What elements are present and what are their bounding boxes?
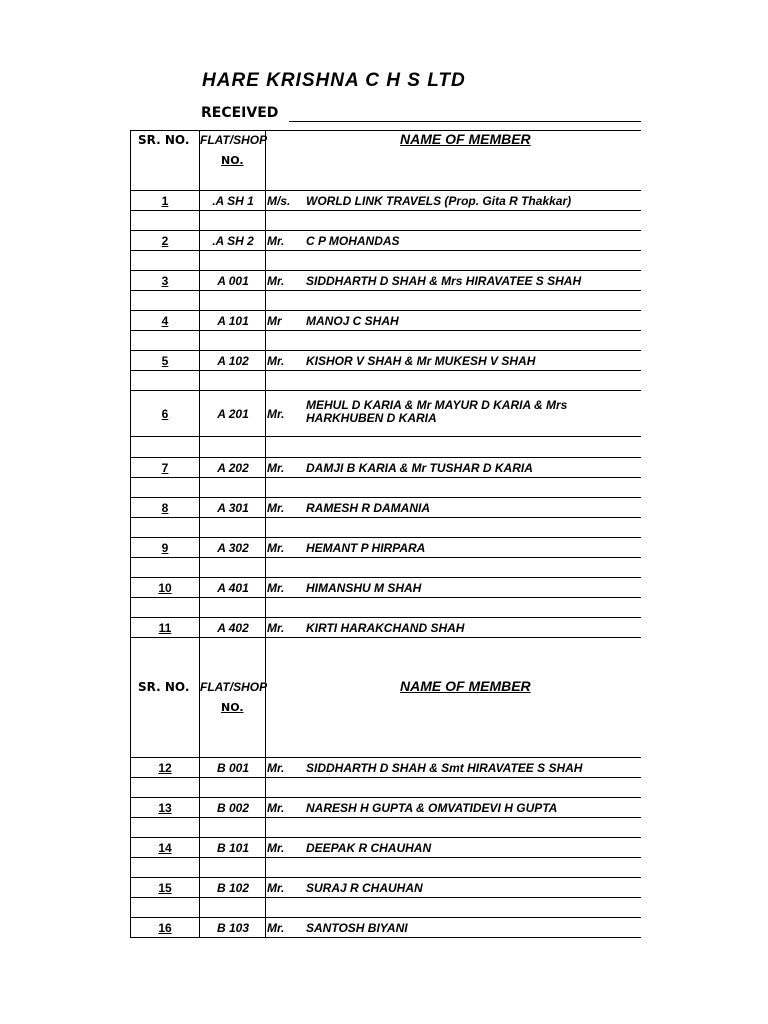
member-flat-no: B 001	[216, 761, 250, 775]
member-sr-no: 16	[158, 921, 172, 935]
member-sr-no: 1	[161, 194, 169, 208]
row-border	[130, 310, 641, 311]
row-border	[130, 617, 641, 618]
member-flat-no: A 301	[217, 501, 249, 515]
member-title: Mr.	[267, 501, 285, 515]
header-flat-shop: FLAT/SHOP	[200, 133, 268, 147]
member-name: SANTOSH BIYANI	[306, 921, 408, 935]
member-title: Mr.	[267, 881, 285, 895]
member-title: Mr.	[267, 921, 285, 935]
member-sr-no: 14	[158, 841, 172, 855]
member-title: Mr.	[267, 761, 285, 775]
member-title: Mr.	[267, 274, 285, 288]
row-border	[130, 757, 641, 758]
member-name: KIRTI HARAKCHAND SHAH	[306, 621, 465, 635]
member-name: MANOJ C SHAH	[306, 314, 399, 328]
member-register-table	[130, 0, 641, 1024]
header-sr-no: SR. NO.	[138, 680, 190, 694]
member-name: KISHOR V SHAH & Mr MUKESH V SHAH	[306, 354, 536, 368]
member-sr-no: 13	[158, 801, 172, 815]
member-sr-no: 10	[158, 581, 172, 595]
member-name: C P MOHANDAS	[306, 234, 400, 248]
member-flat-no: .A SH 1	[212, 194, 254, 208]
row-spacer-line	[130, 897, 641, 898]
row-spacer-line	[130, 250, 641, 251]
member-title: Mr.	[267, 354, 285, 368]
member-sr-no: 5	[161, 354, 169, 368]
member-sr-no: 15	[158, 881, 172, 895]
member-name: DEEPAK R CHAUHAN	[306, 841, 432, 855]
member-flat-no: B 103	[216, 921, 250, 935]
table-top-border	[130, 130, 641, 131]
member-sr-no: 6	[161, 407, 169, 421]
member-title: M/s.	[267, 194, 291, 208]
row-border	[130, 837, 641, 838]
column-divider	[130, 130, 131, 938]
member-flat-no: A 302	[217, 541, 249, 555]
row-border	[130, 230, 641, 231]
member-name: RAMESH R DAMANIA	[306, 501, 430, 515]
member-name: SIDDHARTH D SHAH & Smt HIRAVATEE S SHAH	[306, 761, 583, 775]
row-border	[130, 797, 641, 798]
row-border	[130, 577, 641, 578]
member-flat-no: A 402	[217, 621, 249, 635]
header-sr-no: SR. NO.	[138, 133, 190, 147]
member-title: Mr.	[267, 407, 285, 421]
row-spacer-line	[130, 517, 641, 518]
member-name: WORLD LINK TRAVELS (Prop. Gita R Thakkar)	[306, 194, 572, 208]
row-border	[130, 877, 641, 878]
row-border	[130, 350, 641, 351]
member-name: MEHUL D KARIA & Mr MAYUR D KARIA & Mrs HARKHUBEN D KARIA	[306, 398, 568, 425]
header-no: NO.	[221, 154, 244, 167]
member-sr-no: 2	[161, 234, 169, 248]
member-flat-no: A 101	[217, 314, 249, 328]
member-title: Mr.	[267, 461, 285, 475]
member-flat-no: A 001	[217, 274, 249, 288]
member-name: SURAJ R CHAUHAN	[306, 881, 423, 895]
row-spacer-line	[130, 330, 641, 331]
row-spacer-line	[130, 290, 641, 291]
document-title: HARE KRISHNA C H S LTD	[202, 70, 466, 91]
row-spacer-line	[130, 557, 641, 558]
row-spacer-line	[130, 777, 641, 778]
row-spacer-line	[130, 477, 641, 478]
member-title: Mr	[267, 314, 282, 328]
member-name: DAMJI B KARIA & Mr TUSHAR D KARIA	[306, 461, 533, 475]
member-sr-no: 12	[158, 761, 172, 775]
member-sr-no: 8	[161, 501, 169, 515]
member-title: Mr.	[267, 234, 285, 248]
row-spacer-line	[130, 210, 641, 211]
header-name-of-member: NAME OF MEMBER	[400, 678, 531, 694]
received-label: RECEIVED	[201, 105, 279, 121]
row-spacer-line	[130, 436, 641, 437]
member-flat-no: B 101	[216, 841, 250, 855]
member-sr-no: 7	[161, 461, 169, 475]
member-sr-no: 3	[161, 274, 169, 288]
member-flat-no: B 102	[216, 881, 250, 895]
member-sr-no: 4	[161, 314, 169, 328]
member-name: HEMANT P HIRPARA	[306, 541, 426, 555]
member-flat-no: A 102	[217, 354, 249, 368]
member-sr-no: 11	[158, 621, 172, 635]
column-divider	[199, 130, 200, 938]
row-border	[130, 537, 641, 538]
header-flat-shop: FLAT/SHOP	[200, 680, 268, 694]
row-spacer-line	[130, 817, 641, 818]
member-name: HIMANSHU M SHAH	[306, 581, 422, 595]
member-flat-no: A 202	[217, 461, 249, 475]
row-border	[130, 190, 641, 191]
member-title: Mr.	[267, 841, 285, 855]
member-name: NARESH H GUPTA & OMVATIDEVI H GUPTA	[306, 801, 558, 815]
member-title: Mr.	[267, 541, 285, 555]
member-title: Mr.	[267, 581, 285, 595]
row-border	[130, 497, 641, 498]
row-spacer-line	[130, 937, 641, 938]
member-title: Mr.	[267, 621, 285, 635]
row-border	[130, 457, 641, 458]
row-spacer-line	[130, 597, 641, 598]
column-divider	[265, 130, 266, 938]
row-border	[130, 270, 641, 271]
row-border	[130, 917, 641, 918]
header-no: NO.	[221, 701, 244, 714]
row-spacer-line	[130, 370, 641, 371]
member-sr-no: 9	[161, 541, 169, 555]
row-border	[130, 390, 641, 391]
member-flat-no: .A SH 2	[212, 234, 254, 248]
member-flat-no: B 002	[216, 801, 250, 815]
member-name: SIDDHARTH D SHAH & Mrs HIRAVATEE S SHAH	[306, 274, 582, 288]
member-flat-no: A 201	[217, 407, 249, 421]
row-spacer-line	[130, 637, 641, 638]
header-name-of-member: NAME OF MEMBER	[400, 131, 531, 147]
member-title: Mr.	[267, 801, 285, 815]
member-flat-no: A 401	[217, 581, 249, 595]
row-spacer-line	[130, 857, 641, 858]
